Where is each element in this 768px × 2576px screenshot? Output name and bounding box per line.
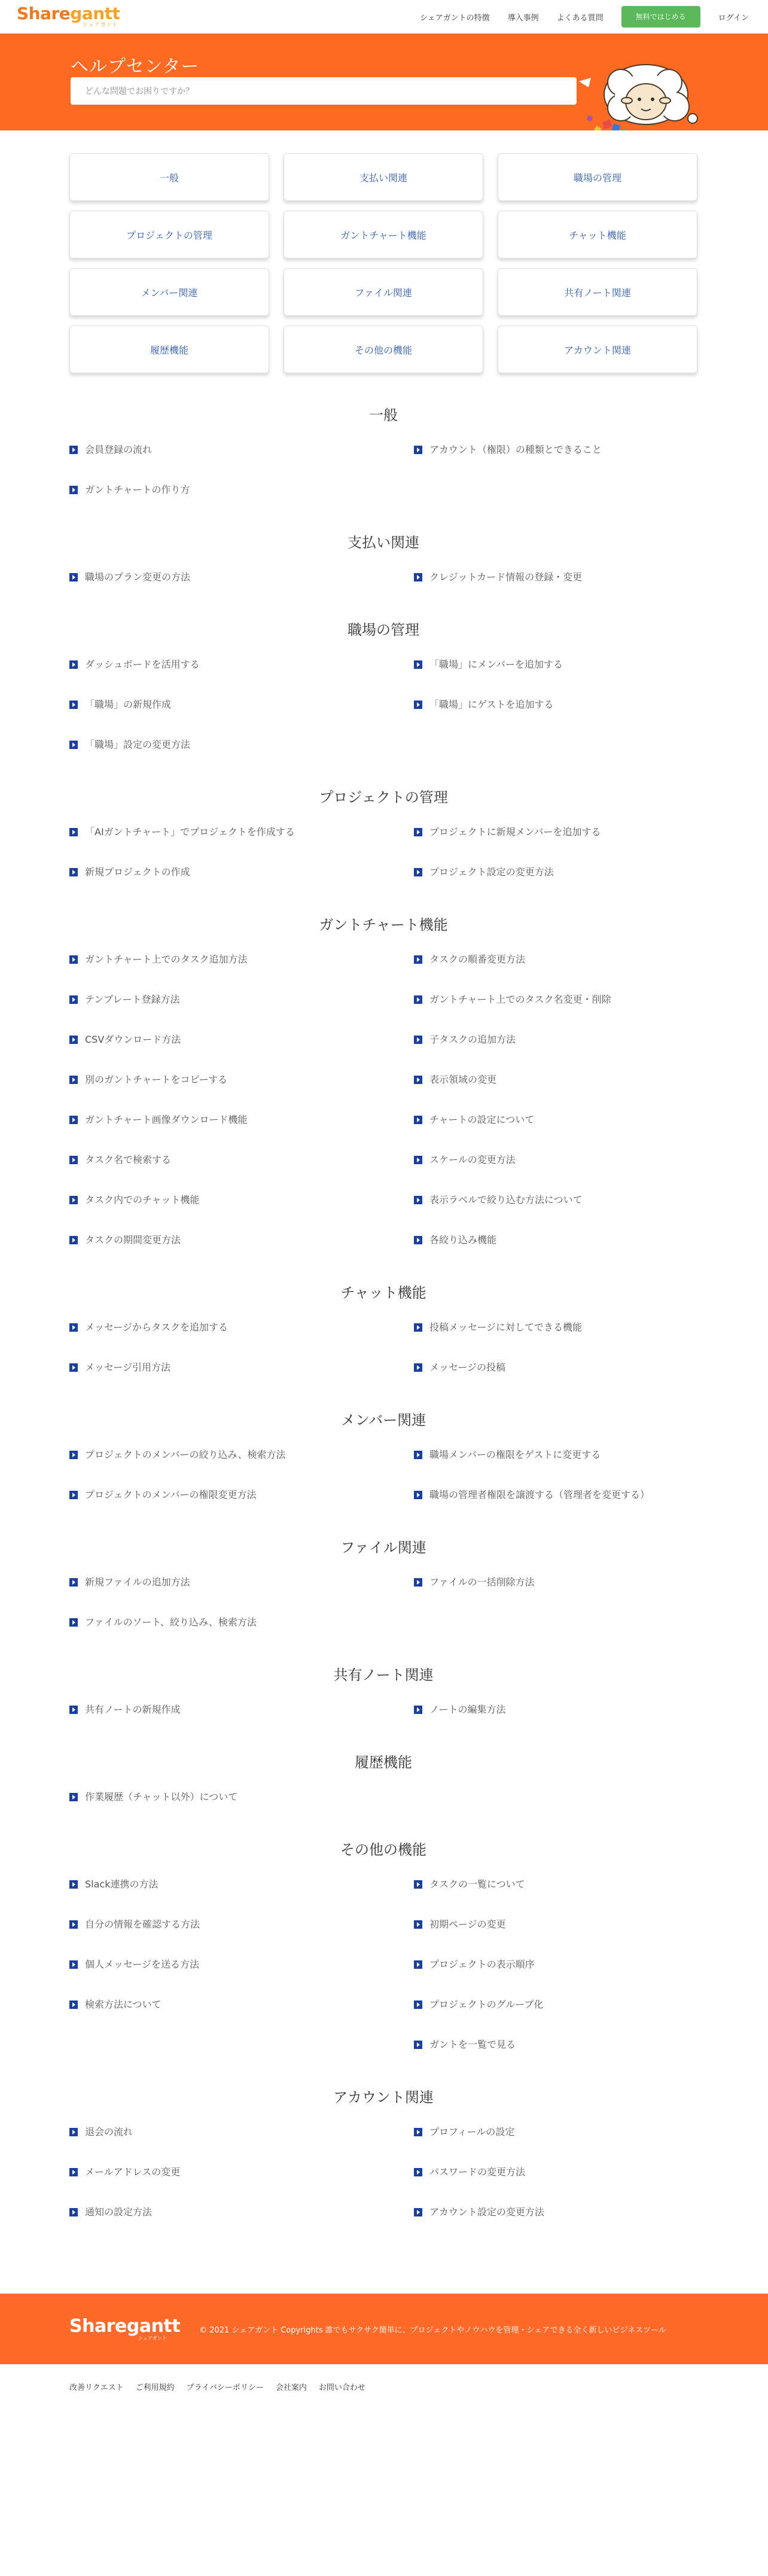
search-placeholder: どんな問題でお困りですか？ — [85, 87, 194, 96]
article-link[interactable] — [69, 948, 414, 970]
help-section — [69, 756, 697, 883]
article-link-label: パスワードの変更方法 — [429, 2166, 526, 2178]
article-link[interactable] — [69, 1786, 414, 1808]
article-link[interactable] — [69, 1316, 414, 1338]
article-link[interactable] — [69, 2161, 414, 2183]
article-link-label: ガントチャート画像ダウンロード機能 — [85, 1114, 248, 1125]
article-link-list — [69, 1873, 697, 2056]
article-link-label: アカウント設定の変更方法 — [429, 2206, 544, 2218]
article-link-label: プロジェクトのグループ化 — [429, 1999, 544, 2010]
arrow-bullet-icon — [69, 1076, 78, 1084]
section-title: その他の機能 — [340, 1841, 426, 1858]
section-title: 一般 — [369, 407, 398, 424]
article-link[interactable] — [414, 1356, 697, 1378]
arrow-bullet-icon — [414, 828, 422, 836]
category-button-chat[interactable]: チャット機能 — [498, 211, 697, 258]
article-link-label: タスクの順番変更方法 — [429, 954, 526, 965]
arrow-bullet-icon — [69, 701, 78, 709]
article-link[interactable] — [69, 1189, 414, 1211]
category-button-history[interactable]: 履歴機能 — [69, 325, 269, 373]
article-link[interactable] — [414, 1149, 697, 1171]
article-link-label: タスクの期間変更方法 — [85, 1234, 181, 1246]
article-link-list — [69, 1698, 697, 1721]
arrow-bullet-icon — [69, 1451, 78, 1459]
article-link-label: 「職場」の新規作成 — [85, 699, 172, 710]
arrow-bullet-icon — [69, 1706, 78, 1714]
help-section — [69, 883, 697, 1251]
article-link[interactable] — [414, 1229, 697, 1251]
article-link-label: 個人メッセージを送る方法 — [85, 1959, 200, 1970]
article-link-label: タスクの一覧について — [429, 1878, 525, 1890]
main-nav — [402, 6, 752, 28]
article-link[interactable] — [69, 1109, 414, 1131]
arrow-bullet-icon — [414, 1036, 422, 1044]
arrow-bullet-icon — [414, 1451, 422, 1459]
arrow-bullet-icon — [69, 1960, 78, 1969]
article-link-label: プロジェクトのメンバーの絞り込み、検索方法 — [85, 1449, 286, 1460]
article-link[interactable] — [69, 1028, 414, 1051]
arrow-bullet-icon — [414, 1196, 422, 1204]
arrow-bullet-icon — [69, 486, 78, 494]
article-link-list — [69, 653, 697, 756]
arrow-bullet-icon — [69, 1793, 78, 1801]
help-sections — [69, 373, 697, 2223]
nav-link-faq[interactable]: よくある質問 — [556, 13, 604, 23]
category-button-files[interactable]: ファイル関連 — [284, 268, 483, 316]
article-link-list — [69, 948, 697, 1251]
article-link[interactable] — [69, 566, 414, 588]
article-link-list — [69, 439, 697, 501]
article-link[interactable] — [414, 1484, 697, 1506]
article-link[interactable] — [414, 1444, 697, 1466]
category-button-workplace[interactable]: 職場の管理 — [498, 153, 697, 201]
footer-link-contact[interactable]: お問い合わせ — [318, 2383, 365, 2392]
arrow-bullet-icon — [414, 1076, 422, 1084]
article-link-label: スケールの変更方法 — [429, 1154, 516, 1165]
article-link-label: ガントチャートの作り方 — [85, 484, 190, 495]
arrow-bullet-icon — [414, 573, 422, 581]
article-link[interactable] — [414, 1316, 697, 1338]
arrow-bullet-icon — [414, 2041, 422, 2049]
article-link-label: メッセージからタスクを追加する — [85, 1322, 228, 1333]
article-link-label: 作業履歴（チャット以外）について — [85, 1791, 238, 1802]
article-link-label: ファイルの一括削除方法 — [429, 1576, 535, 1588]
help-section — [69, 373, 697, 501]
article-link[interactable] — [414, 1873, 697, 1895]
article-link-label: クレジットカード情報の登録・変更 — [429, 571, 583, 583]
article-link-label: チャートの設定について — [429, 1114, 535, 1125]
article-link[interactable] — [69, 2201, 414, 2223]
article-link-label: 職場のプラン変更の方法 — [85, 571, 191, 583]
footer-link-terms[interactable]: ご利用規約 — [135, 2383, 175, 2392]
article-link[interactable] — [69, 653, 414, 675]
arrow-bullet-icon — [69, 741, 78, 749]
section-title: ガントチャート機能 — [319, 916, 448, 933]
article-link-label: 表示領域の変更 — [429, 1074, 497, 1085]
article-link-label: プロフィールの設定 — [429, 2126, 515, 2137]
article-link-label: メールアドレスの変更 — [85, 2166, 181, 2178]
article-link[interactable] — [414, 988, 697, 1010]
start-free-button[interactable]: 無料ではじめる — [621, 6, 700, 28]
article-link-label: 子タスクの追加方法 — [429, 1034, 516, 1045]
article-link-label: 別のガントチャートをコピーする — [85, 1074, 228, 1085]
help-center-hero — [0, 34, 768, 130]
category-button-members[interactable]: メンバー関連 — [69, 268, 269, 316]
article-link-label: ダッシュボードを活用する — [85, 659, 200, 670]
article-link[interactable] — [414, 693, 697, 715]
logo-text-part2: gantt — [70, 4, 120, 23]
article-link[interactable] — [69, 439, 414, 461]
help-section — [69, 1633, 697, 1721]
article-link[interactable] — [69, 2121, 414, 2143]
category-button-payment[interactable]: 支払い関連 — [284, 153, 483, 201]
category-button-gantt[interactable]: ガントチャート機能 — [284, 211, 483, 258]
article-link-label: 通知の設定方法 — [85, 2206, 153, 2218]
help-section — [69, 501, 697, 588]
article-link-label: 各絞り込み機能 — [429, 1234, 497, 1246]
article-link[interactable] — [414, 1109, 697, 1131]
arrow-bullet-icon — [414, 1880, 422, 1889]
logo-text-part1: Share — [17, 4, 71, 23]
arrow-bullet-icon — [414, 2000, 422, 2009]
article-link-list — [69, 1786, 697, 1808]
article-link[interactable] — [69, 1571, 414, 1593]
article-link[interactable] — [414, 653, 697, 675]
arrow-bullet-icon — [414, 955, 422, 964]
arrow-bullet-icon — [69, 1156, 78, 1164]
article-link[interactable] — [414, 1068, 697, 1091]
article-link-label: Slack連携の方法 — [85, 1878, 159, 1890]
article-link[interactable] — [414, 2121, 697, 2143]
article-link-label: ガントを一覧で見る — [429, 2039, 516, 2050]
article-link-label: アカウント（権限）の種類とできること — [429, 444, 602, 455]
article-link-label: 「職場」にメンバーを追加する — [429, 659, 563, 670]
article-link-label: ノートの編集方法 — [429, 1704, 506, 1715]
article-link[interactable] — [69, 1873, 414, 1895]
arrow-bullet-icon — [69, 828, 78, 836]
arrow-bullet-icon — [414, 1706, 422, 1714]
article-link[interactable] — [414, 2033, 697, 2056]
arrow-bullet-icon — [69, 2128, 78, 2136]
article-link-label: ガントチャート上でのタスク追加方法 — [85, 954, 248, 965]
article-link-label: 検索方法について — [85, 1999, 161, 2010]
help-section — [69, 1251, 697, 1378]
article-link[interactable] — [69, 1229, 414, 1251]
footer-link-privacy[interactable]: プライバシーポリシー — [186, 2383, 264, 2392]
article-link-label: 職場の管理者権限を譲渡する（管理者を変更する） — [429, 1489, 650, 1500]
footer-logo-subtitle: シェアガント — [138, 2335, 167, 2341]
arrow-bullet-icon — [414, 2128, 422, 2136]
article-link[interactable] — [414, 2161, 697, 2183]
article-link-label: 会員登録の流れ — [85, 444, 153, 455]
arrow-bullet-icon — [69, 2168, 78, 2176]
article-link-label: プロジェクト設定の変更方法 — [429, 866, 554, 878]
arrow-bullet-icon — [414, 1578, 422, 1587]
arrow-bullet-icon — [69, 1363, 78, 1372]
arrow-bullet-icon — [69, 573, 78, 581]
article-link[interactable] — [414, 821, 697, 843]
arrow-bullet-icon — [414, 868, 422, 876]
article-link[interactable] — [414, 2201, 697, 2223]
footer-link-improvement-request[interactable]: 改善リクエスト — [69, 2383, 124, 2392]
arrow-bullet-icon — [69, 1236, 78, 1244]
category-grid — [69, 153, 697, 373]
empty-grid-cell — [69, 2033, 414, 2056]
article-link[interactable] — [414, 566, 697, 588]
article-link-list — [69, 1571, 697, 1633]
copyright-text: © 2021 シェアガント Copyrights 誰でもサクサク簡単に、プロジェクトやノウハウを管理・シェアできる全く新しいビジネスツール — [199, 2325, 666, 2335]
article-link-label: プロジェクトの表示順序 — [429, 1959, 535, 1970]
article-link[interactable] — [414, 1028, 697, 1051]
article-link-label: CSVダウンロード方法 — [85, 1034, 181, 1045]
article-link-label: ファイルのソート、絞り込み、検索方法 — [85, 1616, 257, 1628]
article-link-label: 表示ラベルで絞り込む方法について — [429, 1194, 583, 1205]
top-navigation — [0, 0, 768, 34]
article-link-label: 投稿メッセージに対してできる機能 — [429, 1322, 583, 1333]
arrow-bullet-icon — [414, 660, 422, 669]
help-section — [69, 1808, 697, 2056]
article-link[interactable] — [69, 733, 414, 756]
arrow-bullet-icon — [69, 1880, 78, 1889]
arrow-bullet-icon — [69, 1036, 78, 1044]
article-link-label: メッセージの投稿 — [429, 1362, 506, 1373]
arrow-bullet-icon — [69, 1920, 78, 1929]
section-title: プロジェクトの管理 — [319, 789, 448, 806]
article-link-label: タスク名で検索する — [85, 1154, 172, 1165]
footer-links — [0, 2364, 768, 2412]
article-link[interactable] — [69, 821, 414, 843]
arrow-bullet-icon — [414, 1363, 422, 1372]
arrow-bullet-icon — [414, 1960, 422, 1969]
arrow-bullet-icon — [69, 446, 78, 454]
arrow-bullet-icon — [414, 2168, 422, 2176]
article-link-list — [69, 1444, 697, 1506]
arrow-bullet-icon — [69, 1323, 78, 1332]
article-link[interactable] — [414, 439, 697, 461]
article-link[interactable] — [414, 1993, 697, 2015]
article-link-list — [69, 2121, 697, 2223]
sheep-mascot-illustration — [579, 59, 717, 130]
arrow-bullet-icon — [414, 446, 422, 454]
arrow-bullet-icon — [69, 2000, 78, 2009]
category-button-shared-notes[interactable]: 共有ノート関連 — [498, 268, 697, 316]
help-section — [69, 1506, 697, 1633]
article-link[interactable] — [69, 1953, 414, 1975]
nav-link-case-studies[interactable]: 導入事例 — [507, 13, 539, 23]
arrow-bullet-icon — [69, 995, 78, 1004]
article-link-label: プロジェクトのメンバーの権限変更方法 — [85, 1489, 257, 1500]
article-link-label: 新規プロジェクトの作成 — [85, 866, 190, 878]
logo-subtitle: シェアガント — [83, 22, 118, 28]
arrow-bullet-icon — [69, 1618, 78, 1627]
article-link[interactable] — [414, 948, 697, 970]
article-link[interactable] — [69, 1356, 414, 1378]
article-link[interactable] — [414, 1189, 697, 1211]
arrow-bullet-icon — [69, 955, 78, 964]
arrow-bullet-icon — [69, 1491, 78, 1499]
arrow-bullet-icon — [69, 660, 78, 669]
article-link[interactable] — [414, 861, 697, 883]
arrow-bullet-icon — [414, 2208, 422, 2216]
sharegantt-logo[interactable] — [17, 5, 120, 28]
article-link-label: 自分の情報を確認する方法 — [85, 1919, 200, 1930]
article-link[interactable] — [69, 1698, 414, 1721]
article-link-label: 「職場」設定の変更方法 — [85, 739, 191, 750]
help-section — [69, 1378, 697, 1506]
category-button-general[interactable]: 一般 — [69, 153, 269, 201]
section-title: チャット機能 — [340, 1284, 426, 1301]
section-title: 共有ノート関連 — [333, 1667, 434, 1683]
search-input[interactable] — [71, 77, 577, 105]
article-link-label: 新規ファイルの追加方法 — [85, 1576, 190, 1588]
help-section — [69, 588, 697, 756]
article-link[interactable] — [69, 861, 414, 883]
arrow-bullet-icon — [414, 1920, 422, 1929]
article-link-label: 職場メンバーの権限をゲストに変更する — [429, 1449, 601, 1460]
article-link[interactable] — [69, 1484, 414, 1506]
help-section — [69, 2056, 697, 2223]
section-title: ファイル関連 — [340, 1539, 426, 1556]
article-link-label: プロジェクトに新規メンバーを追加する — [429, 826, 601, 838]
arrow-bullet-icon — [69, 1116, 78, 1124]
nav-link-features[interactable]: シェアガントの特徴 — [419, 13, 490, 23]
article-link-list — [69, 1316, 697, 1378]
article-link-label: 退会の流れ — [85, 2126, 133, 2137]
arrow-bullet-icon — [69, 868, 78, 876]
article-link-label: タスク内でのチャット機能 — [85, 1194, 200, 1205]
article-link[interactable] — [69, 1611, 414, 1633]
article-link-label: 「職場」にゲストを追加する — [429, 699, 554, 710]
article-link[interactable] — [69, 1444, 414, 1466]
article-link[interactable] — [69, 1913, 414, 1935]
arrow-bullet-icon — [414, 1116, 422, 1124]
category-button-other[interactable]: その他の機能 — [284, 325, 483, 373]
section-title: 職場の管理 — [348, 622, 419, 638]
article-link[interactable] — [414, 1698, 697, 1721]
article-link[interactable] — [414, 1953, 697, 1975]
article-link[interactable] — [69, 693, 414, 715]
article-link[interactable] — [69, 1068, 414, 1091]
arrow-bullet-icon — [69, 1578, 78, 1587]
page-title: ヘルプセンター — [71, 56, 200, 77]
article-link-label: 共有ノートの新規作成 — [85, 1704, 181, 1715]
article-link[interactable] — [69, 988, 414, 1010]
arrow-bullet-icon — [414, 701, 422, 709]
article-link-label: 「AIガントチャート」でプロジェクトを作成する — [85, 826, 295, 838]
footer-link-company[interactable]: 会社案内 — [275, 2383, 307, 2392]
arrow-bullet-icon — [69, 2208, 78, 2216]
article-link-label: メッセージ引用方法 — [85, 1362, 171, 1373]
arrow-bullet-icon — [414, 1323, 422, 1332]
section-title: メンバー関連 — [340, 1412, 426, 1429]
article-link[interactable] — [69, 1149, 414, 1171]
category-button-account[interactable]: アカウント関連 — [498, 325, 697, 373]
article-link[interactable] — [414, 1571, 697, 1593]
login-link[interactable]: ログイン — [718, 13, 749, 23]
help-section — [69, 1721, 697, 1808]
arrow-bullet-icon — [414, 995, 422, 1004]
section-title: アカウント関連 — [333, 2089, 434, 2106]
article-link[interactable] — [69, 1993, 414, 2015]
site-footer — [0, 2294, 768, 2364]
footer-logo-text: Sharegantt — [69, 2315, 181, 2337]
article-link-label: ガントチャート上でのタスク名変更・削除 — [429, 994, 611, 1005]
section-title: 履歴機能 — [355, 1754, 412, 1771]
section-title: 支払い関連 — [348, 534, 419, 551]
article-link-list — [69, 566, 697, 588]
article-link-label: テンプレート登録方法 — [85, 994, 180, 1005]
article-link-label: 初期ページの変更 — [429, 1919, 506, 1930]
category-button-project[interactable]: プロジェクトの管理 — [69, 211, 269, 258]
arrow-bullet-icon — [414, 1491, 422, 1499]
arrow-bullet-icon — [414, 1236, 422, 1244]
arrow-bullet-icon — [414, 1156, 422, 1164]
article-link[interactable] — [414, 1913, 697, 1935]
article-link-list — [69, 821, 697, 883]
footer-logo[interactable] — [69, 2315, 181, 2341]
arrow-bullet-icon — [69, 1196, 78, 1204]
article-link[interactable] — [69, 479, 414, 501]
